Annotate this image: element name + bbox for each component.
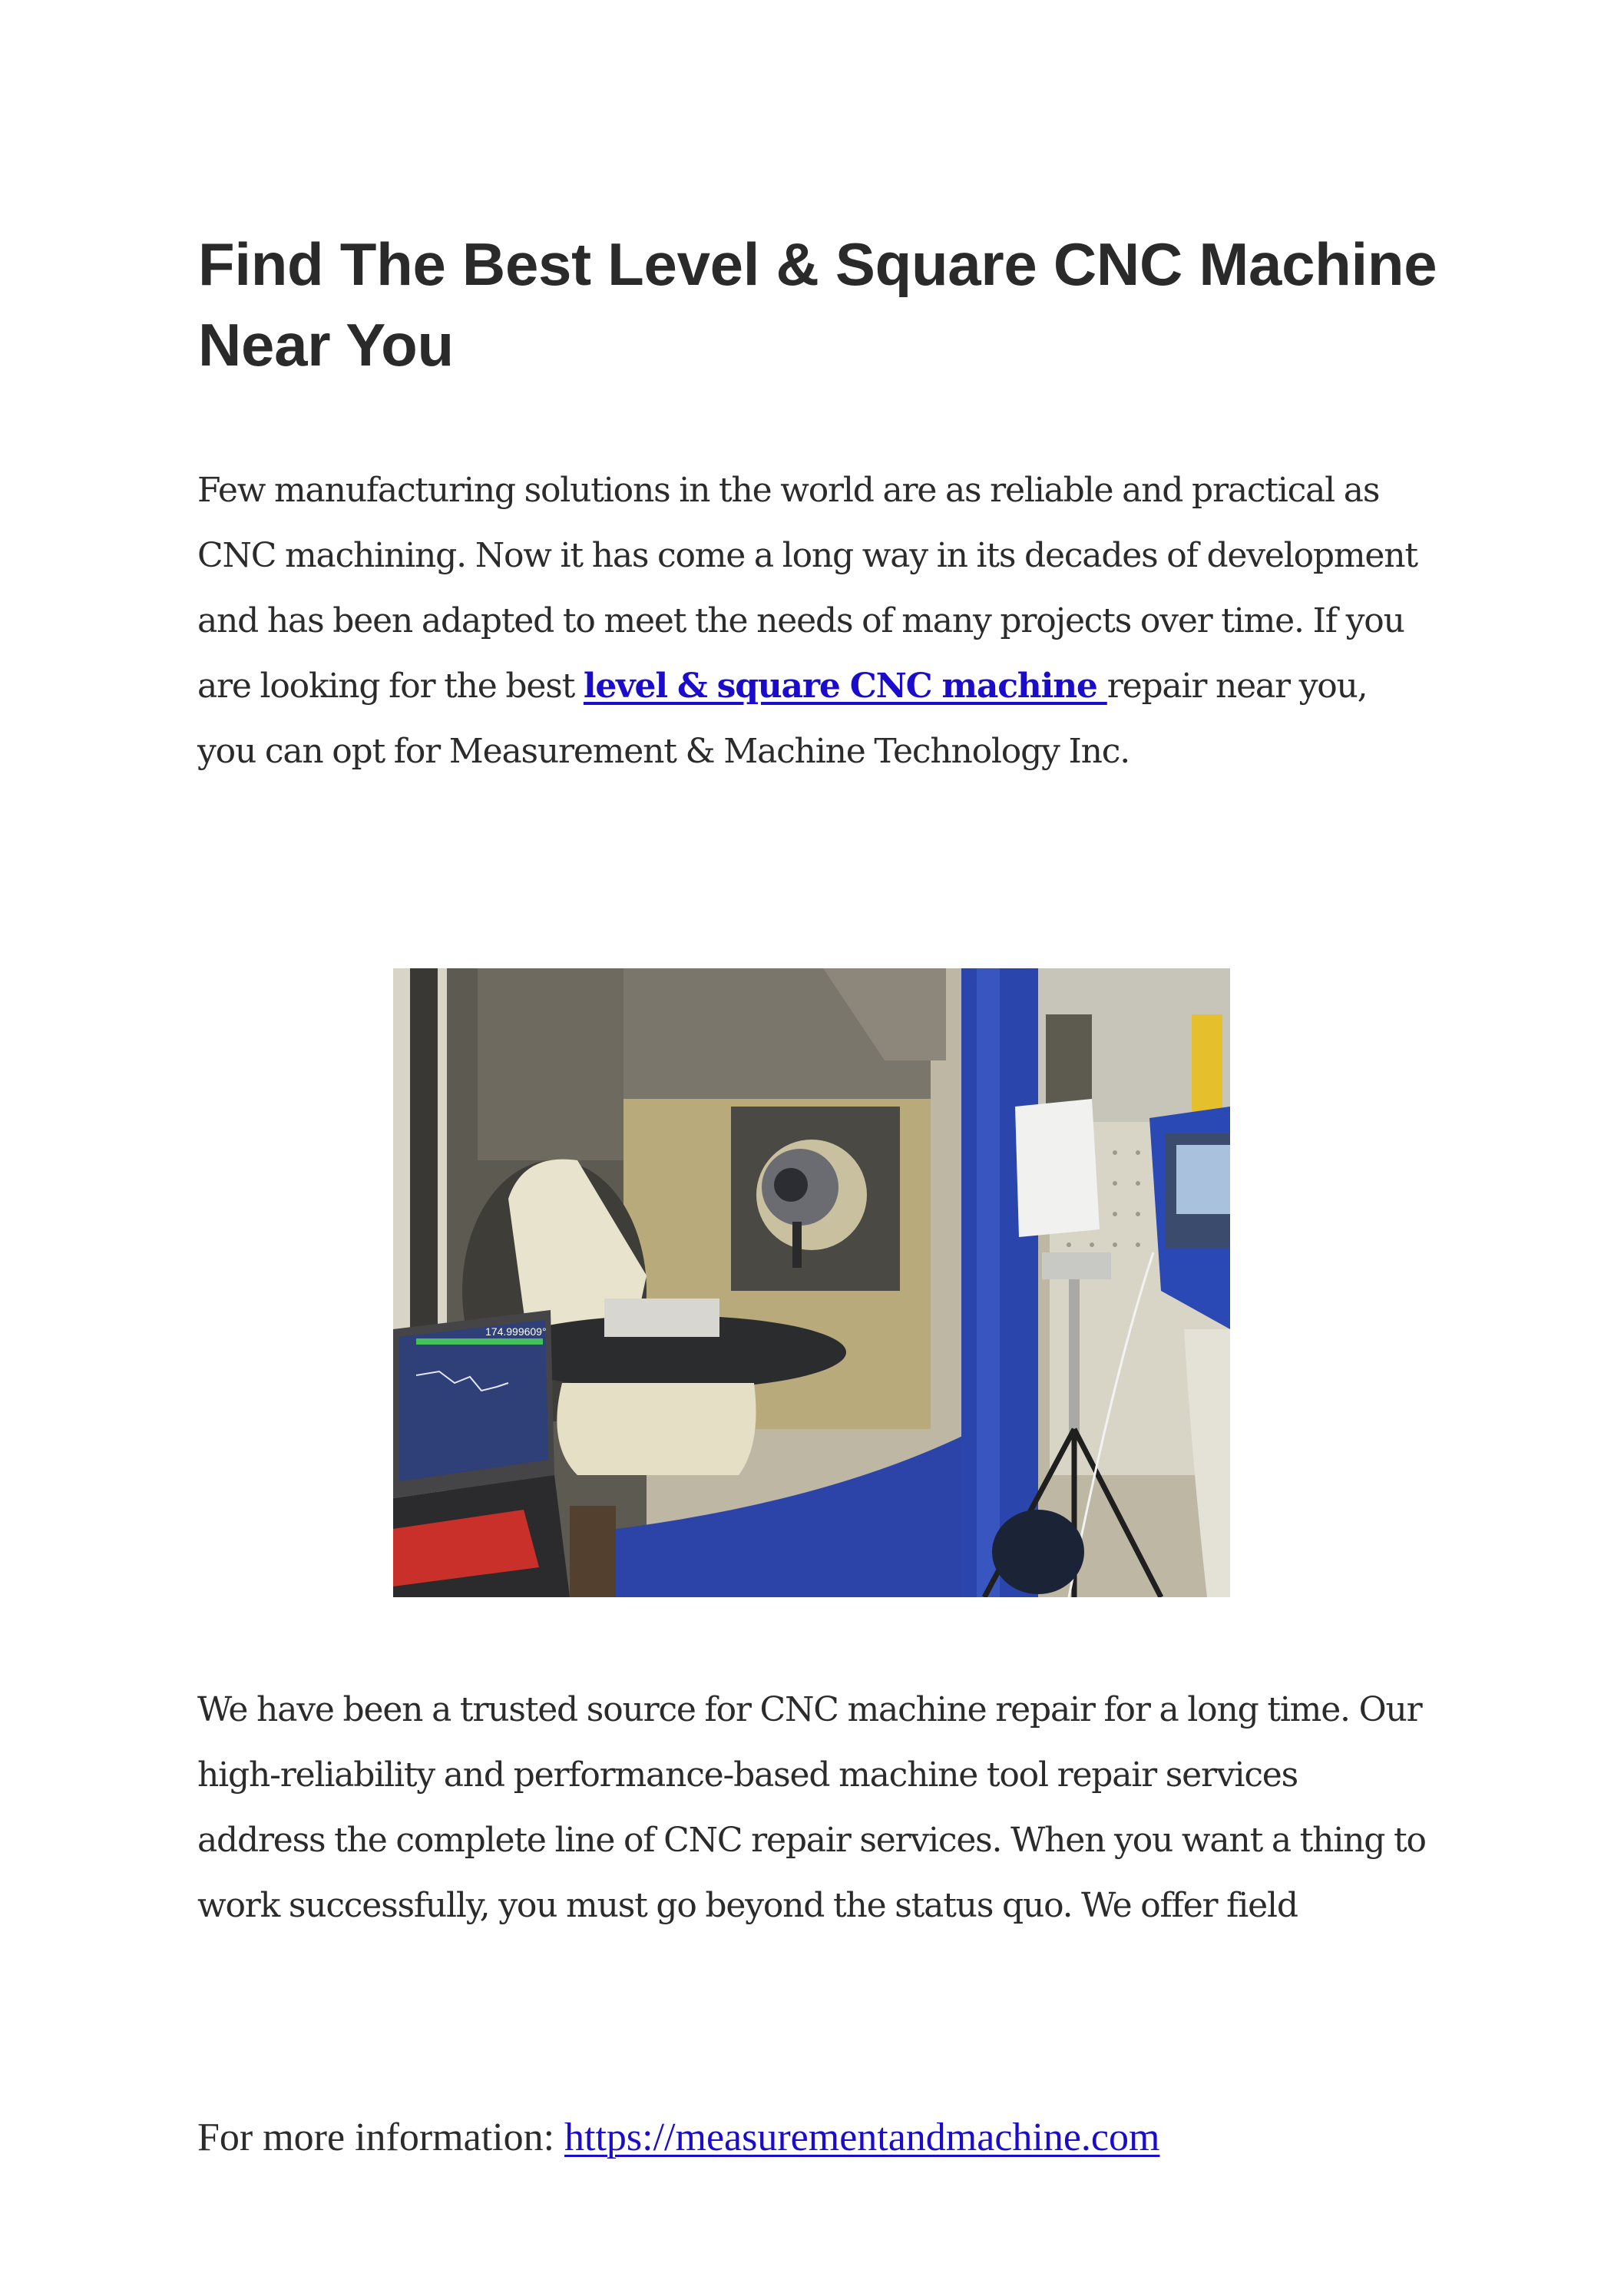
level-square-cnc-link[interactable]: level & square CNC machine	[583, 667, 1107, 706]
cnc-machine-photo	[393, 968, 1230, 1597]
intro-text-before-link: Few manufacturing solutions in the world are as reliable and practical as CNC machining. Now it has come a long way in its decades of development and has been adapted to meet the needs of many projects over time. If you are looking for the best	[197, 471, 1417, 706]
body-paragraph: We have been a trusted source for CNC machine repair for a long time. Our high-reliability and performance-based machine tool repair services address the complete line of CNC repair services. When you want a thing to work successfully, you must go beyond the status quo. We offer field	[197, 1690, 1426, 1925]
website-link[interactable]: https://measurementandmachine.com	[564, 2116, 1160, 2159]
footer-label: For more information:	[197, 2116, 565, 2159]
intro-text-after-link: repair near you, you can opt for Measurement & Machine Technology Inc.	[197, 667, 1368, 771]
laptop-reading: 174.999609°	[485, 1325, 547, 1338]
photo-illustration	[393, 968, 1230, 1597]
footer-info	[197, 2110, 1426, 2165]
intro-paragraph	[197, 458, 1426, 784]
page-title	[198, 224, 1457, 385]
title-line-1: Find The Best Level & Square CNC Machine	[198, 230, 1437, 298]
title-line-2: Near You	[198, 311, 454, 379]
